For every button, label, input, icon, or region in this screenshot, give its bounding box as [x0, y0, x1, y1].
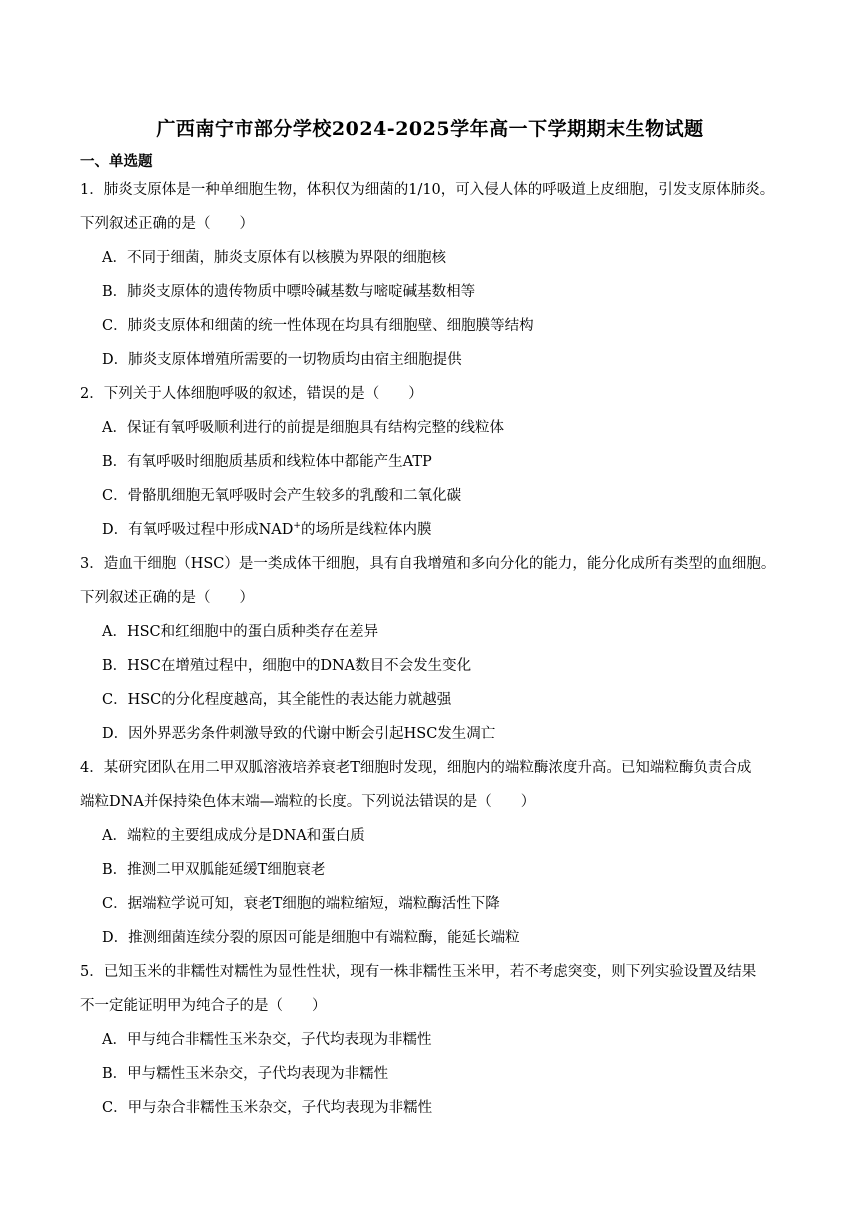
question-2-option-c: C．骨骼肌细胞无氧呼吸时会产生较多的乳酸和二氧化碳 [102, 488, 462, 504]
question-4-option-d: D．推测细菌连续分裂的原因可能是细胞中有端粒酶，能延长端粒 [102, 930, 520, 946]
question-5-stem-line-2: 不一定能证明甲为纯合子的是（ ） [80, 998, 327, 1014]
question-2-option-d [102, 518, 802, 539]
question-4-option-b: B．推测二甲双胍能延缓T细胞衰老 [102, 862, 326, 878]
question-3-option-a: A．HSC和红细胞中的蛋白质种类存在差异 [102, 624, 379, 640]
question-1-option-d: D．肺炎支原体增殖所需要的一切物质均由宿主细胞提供 [102, 352, 462, 368]
superscript-plus: + [293, 521, 301, 532]
question-3-option-b: B．HSC在增殖过程中，细胞中的DNA数目不会发生变化 [102, 658, 472, 674]
question-5-option-a: A．甲与纯合非糯性玉米杂交，子代均表现为非糯性 [102, 1032, 432, 1048]
document-title: 广西南宁市部分学校2024-2025学年高一下学期期末生物试题 [156, 118, 704, 140]
question-4-stem-line-1: 4．某研究团队在用二甲双胍溶液培养衰老T细胞时发现，细胞内的端粒酶浓度升高。已知端粒酶负责合成 [80, 760, 752, 776]
question-4-option-c: C．据端粒学说可知，衰老T细胞的端粒缩短，端粒酶活性下降 [102, 896, 500, 912]
question-2-option-d-text-end: 的场所是线粒体内膜 [300, 522, 432, 538]
question-3-option-c: C．HSC的分化程度越高，其全能性的表达能力就越强 [102, 692, 452, 708]
question-2-option-d-text: D．有氧呼吸过程中形成NAD [102, 522, 294, 538]
question-5-stem-line-1: 5．已知玉米的非糯性对糯性为显性性状，现有一株非糯性玉米甲，若不考虑突变，则下列实验设置及结果 [80, 964, 757, 980]
question-1-option-c: C．肺炎支原体和细菌的统一性体现在均具有细胞壁、细胞膜等结构 [102, 318, 534, 334]
question-4-option-a: A．端粒的主要组成成分是DNA和蛋白质 [102, 828, 365, 844]
question-1-stem-line-2: 下列叙述正确的是（ ） [80, 216, 254, 232]
question-1-option-a: A．不同于细菌，肺炎支原体有以核膜为界限的细胞核 [102, 250, 446, 266]
question-4-stem-line-2: 端粒DNA并保持染色体末端—端粒的长度。下列说法错误的是（ ） [80, 794, 536, 810]
question-3-stem-line-2: 下列叙述正确的是（ ） [80, 590, 254, 606]
question-1-stem-line-1: 1．肺炎支原体是一种单细胞生物，体积仅为细菌的1/10，可入侵人体的呼吸道上皮细胞，引发支原体肺炎。 [80, 182, 775, 198]
question-3-stem-line-1: 3．造血干细胞（HSC）是一类成体干细胞，具有自我增殖和多向分化的能力，能分化成所有类型的血细胞。 [80, 556, 776, 572]
question-1-option-b: B．肺炎支原体的遗传物质中嘌呤碱基数与嘧啶碱基数相等 [102, 284, 476, 300]
question-3-option-d: D．因外界恶劣条件刺激导致的代谢中断会引起HSC发生凋亡 [102, 726, 496, 742]
question-5-option-c: C．甲与杂合非糯性玉米杂交，子代均表现为非糯性 [102, 1100, 433, 1116]
question-2-stem: 2．下列关于人体细胞呼吸的叙述，错误的是（ ） [80, 386, 423, 402]
question-2-option-a: A．保证有氧呼吸顺利进行的前提是细胞具有结构完整的线粒体 [102, 420, 504, 436]
section-heading: 一、单选题 [80, 153, 153, 170]
question-5-option-b: B．甲与糯性玉米杂交，子代均表现为非糯性 [102, 1066, 389, 1082]
question-2-option-b: B．有氧呼吸时细胞质基质和线粒体中都能产生ATP [102, 454, 432, 470]
